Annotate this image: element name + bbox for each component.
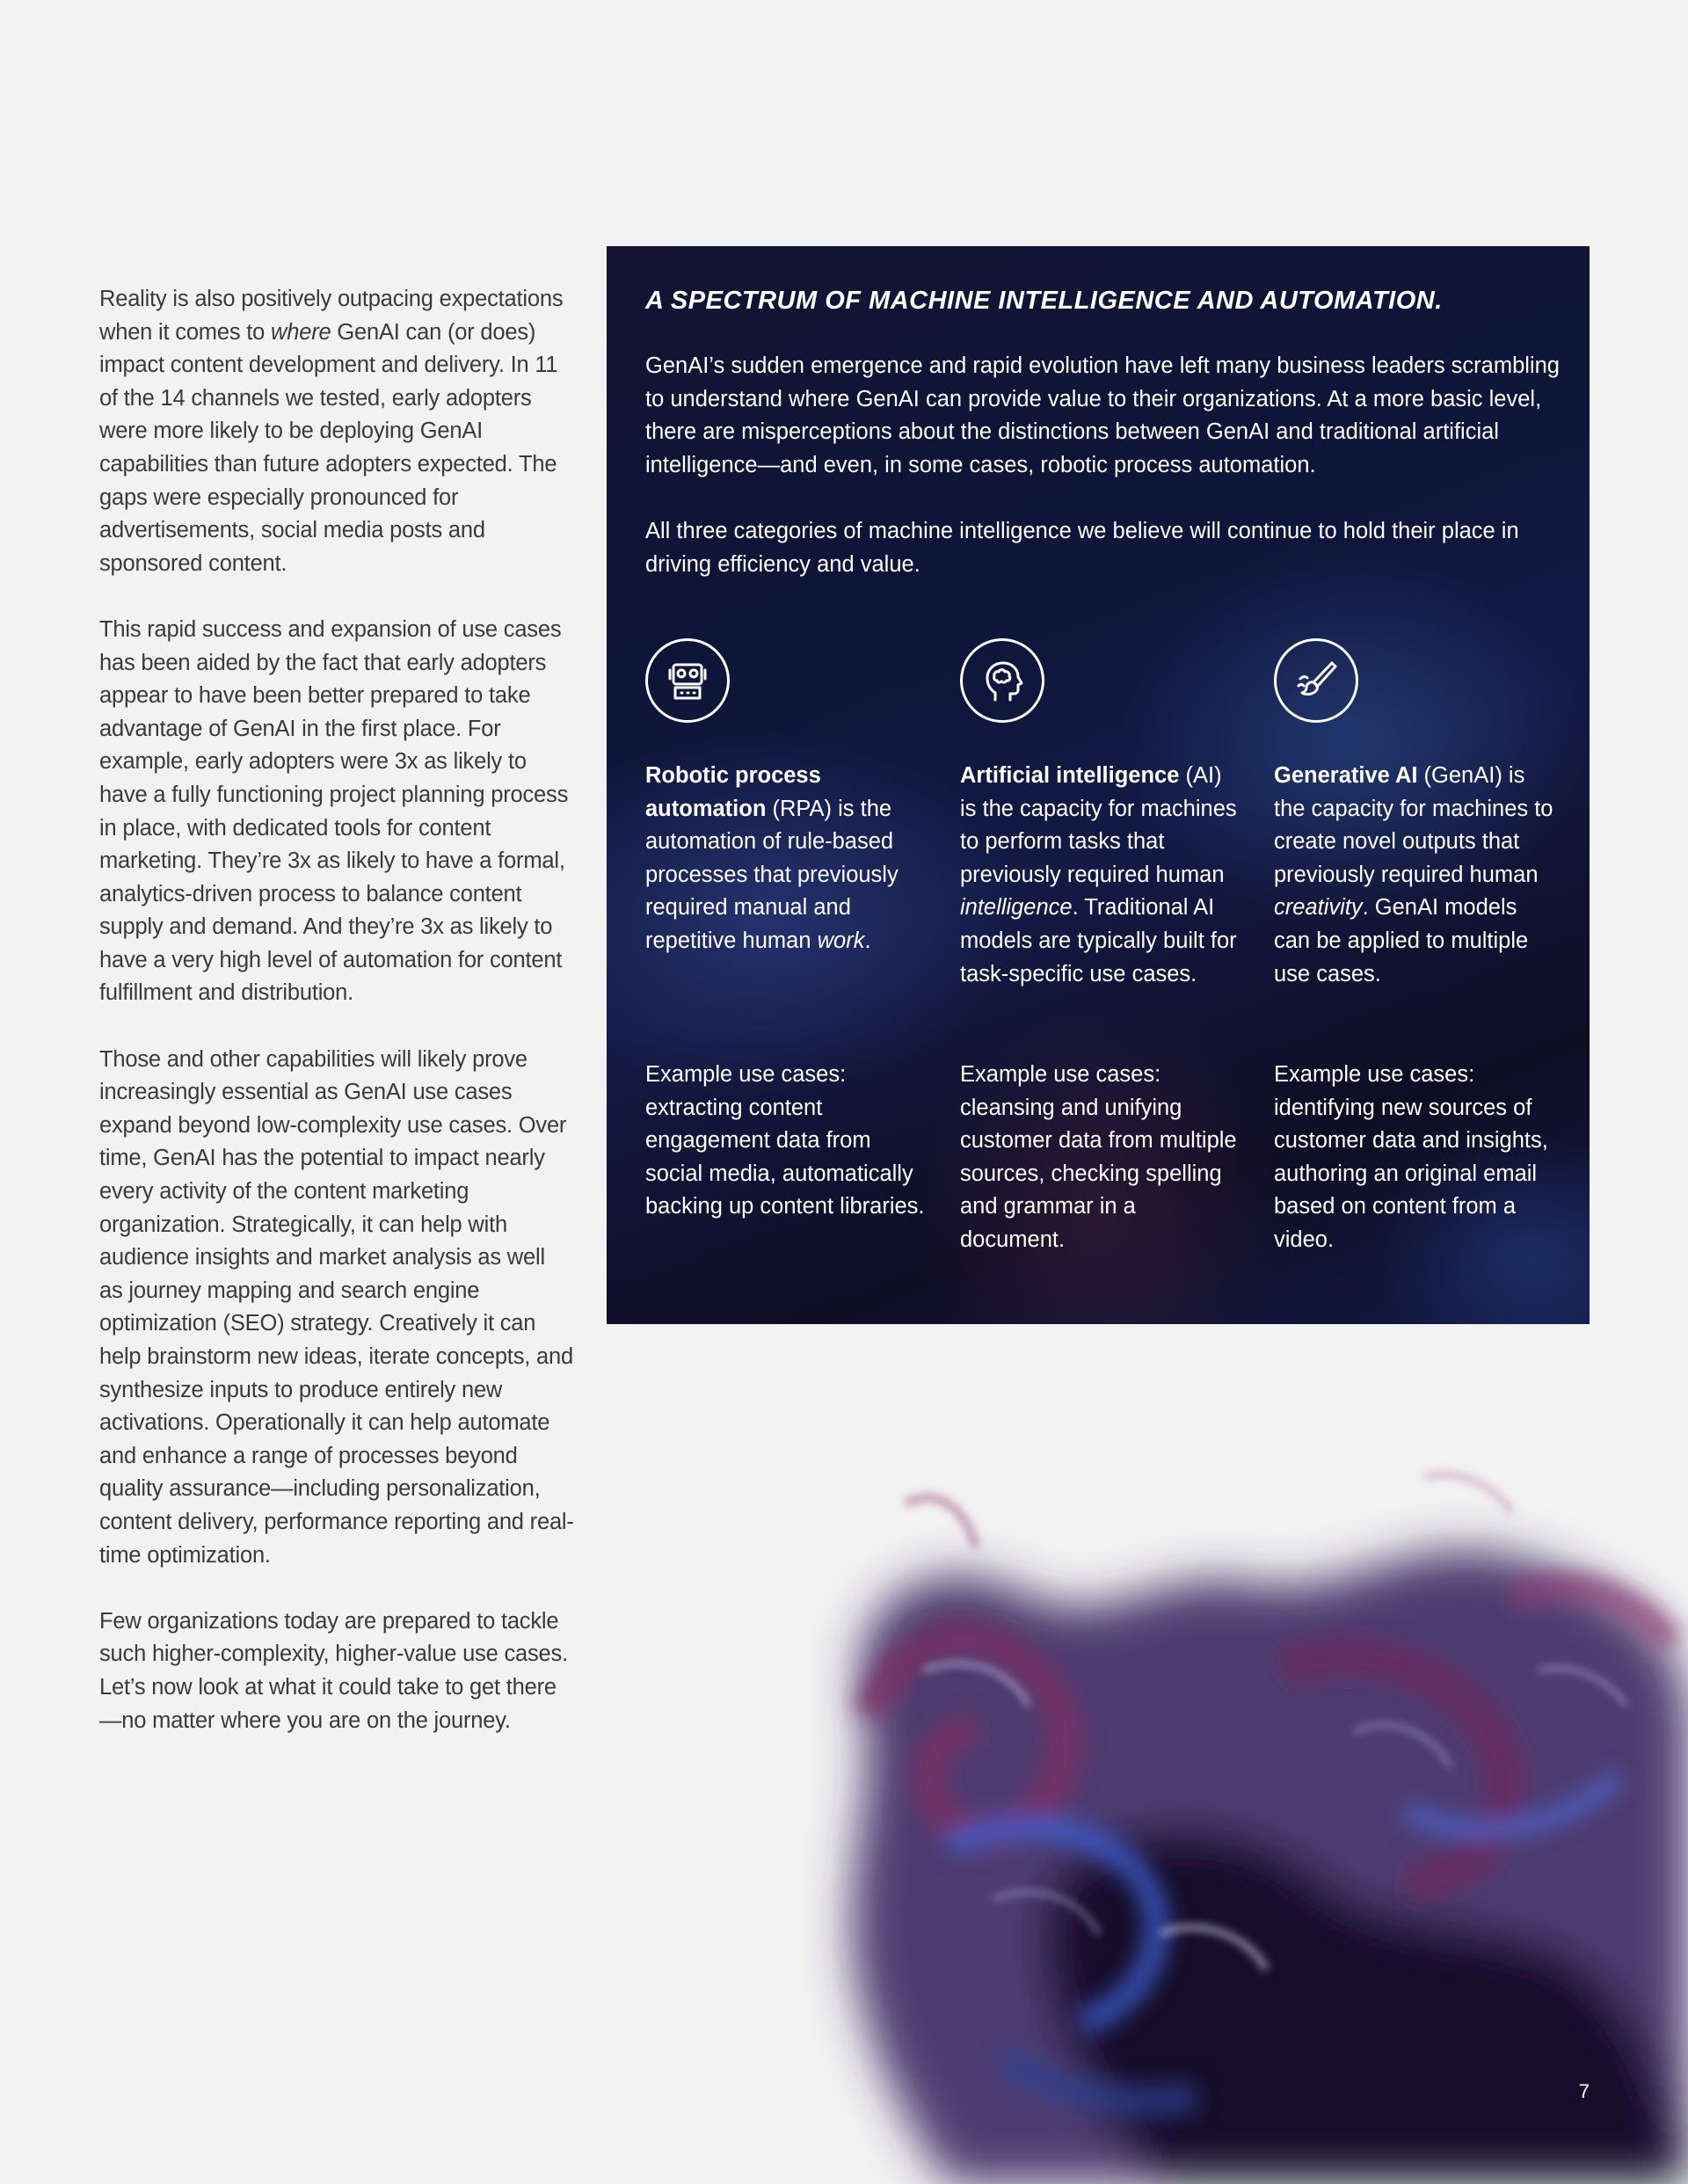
page-number: 7: [1578, 2080, 1590, 2102]
rpa-definition: Robotic process automation (RPA) is the automation of rule-based processes that previously required manual and repetitive human work.: [645, 763, 899, 953]
panel-intro-paragraph-2: All three categories of machine intelligence we believe will continue to hold their place in driving efficiency and value.: [645, 518, 1519, 577]
panel-intro: [645, 350, 1560, 615]
genai-definition: Generative AI (GenAI) is the capacity for machines to create novel outputs that previously required human creativity. GenAI models can be applied to multiple use cases.: [1274, 763, 1553, 986]
rpa-examples: Example use cases: extracting content engagement data from social media, automatically backing up content libraries.: [645, 1062, 925, 1219]
panel-intro-paragraph-1: GenAI’s sudden emergence and rapid evolution have left many business leaders scrambling to understand where GenAI can provide value to their organizations. At a more basic level, there are misperceptions about the distinctions between GenAI and traditional artificial intelligence—and even, in some cases, robotic process automation.: [645, 353, 1560, 477]
paragraph-1: Reality is also positively outpacing expectations when it comes to where GenAI can (or does) impact content development and delivery. In 11 of the 14 channels we tested, early adopters were more likely to be deploying GenAI capabilities than future adopters expected. The gaps were especially pronounced for advertisements, social media posts and sponsored content.: [99, 287, 564, 576]
paragraph-2: This rapid success and expansion of use cases has been aided by the fact that early adopters appear to have been better prepared to take advantage of GenAI in the first place. For example, early adopters were 3x as likely to have a fully functioning project planning process in place, with dedicated tools for content marketing. They’re 3x as likely to have a formal, analytics-driven process to balance content supply and demand. And they’re 3x as likely to have a very high level of automation for content fulfillment and distribution.: [99, 616, 569, 1006]
category-rpa: [645, 638, 927, 1224]
paragraph-4: Few organizations today are prepared to tackle such higher-complexity, higher-value use cases. Let’s now look at what it could take to get there—no matter where you are on the journey.: [99, 1608, 568, 1733]
ai-examples: Example use cases: cleansing and unifying customer data from multiple sources, checking spelling and grammar in a document.: [960, 1062, 1237, 1252]
brain-head-icon: [960, 638, 1044, 723]
genai-examples: Example use cases: identifying new sources of customer data and insights, authoring an original email based on content from a video.: [1274, 1062, 1548, 1252]
panel-title: A SPECTRUM OF MACHINE INTELLIGENCE AND AUTOMATION.: [645, 287, 1443, 315]
paragraph-3: Those and other capabilities will likely prove increasingly essential as GenAI use cases expand beyond low-complexity use cases. Over time, GenAI has the potential to impact nearly every activity of the content marketing organization. Strategically, it can help with audience insights and market analysis as well as journey mapping and search engine optimization (SEO) strategy. Creatively it can help brainstorm new ideas, iterate concepts, and synthesize inputs to produce entirely new activations. Operationally it can help automate and enhance a range of processes beyond quality assurance—including personalization, content delivery, performance reporting and real-time optimization.: [99, 1046, 574, 1568]
robot-icon: [645, 638, 730, 723]
body-text-column: [99, 283, 574, 1771]
category-genai: [1274, 638, 1555, 1257]
paintbrush-icon: [1274, 638, 1358, 723]
category-ai: [960, 638, 1241, 1257]
spectrum-panel: [607, 246, 1590, 1324]
ai-definition: Artificial intelligence (AI) is the capacity for machines to perform tasks that previously required human intelligence. Traditional AI models are typically built for task-specific use cases.: [960, 763, 1237, 986]
ink-smoke-decoration: [791, 1442, 1688, 2184]
